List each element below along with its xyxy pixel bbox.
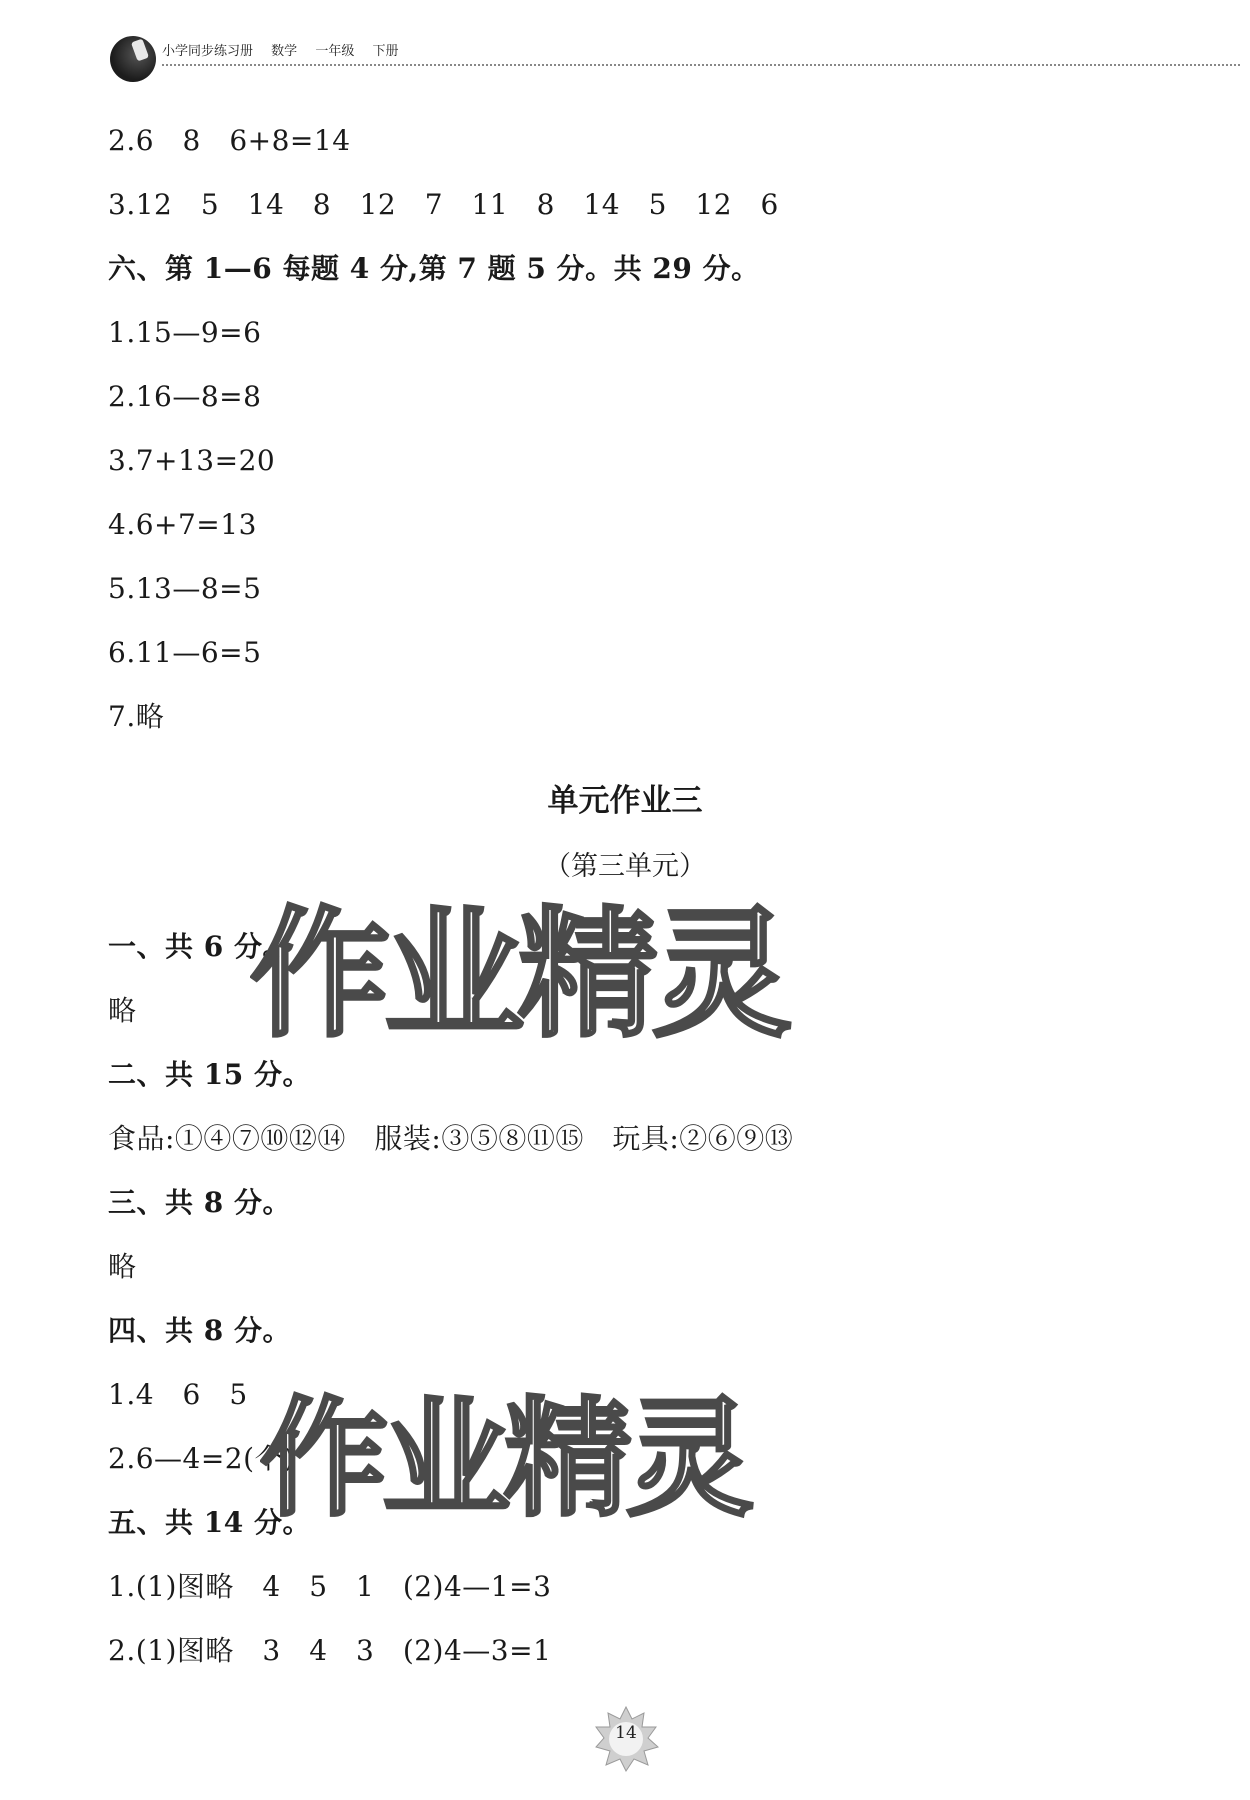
- answer-line: 3.12 5 14 8 12 7 11 8 14 5 12 6: [108, 188, 779, 221]
- svg-text:作业精灵: 作业精灵: [260, 1385, 749, 1525]
- answer-line: 4.6+7=13: [108, 508, 257, 541]
- answer-line: 5.13—8=5: [108, 572, 262, 605]
- section-heading: 五、共 14 分。: [108, 1506, 311, 1539]
- header-title: [162, 40, 412, 59]
- header-book: 小学同步练习册: [162, 44, 254, 59]
- section-heading: 一、共 6 分。: [108, 930, 291, 963]
- book-logo-icon: [110, 36, 156, 82]
- answer-line: 2.6—4=2(个): [108, 1442, 295, 1475]
- answer-line: 3.7+13=20: [108, 444, 276, 477]
- answer-line: 略: [108, 994, 137, 1027]
- section-heading: 六、第 1—6 每题 4 分,第 7 题 5 分。共 29 分。: [108, 252, 760, 285]
- page-header: [110, 36, 1240, 80]
- header-grade: 一年级: [315, 44, 355, 59]
- header-volume: 下册: [372, 44, 399, 59]
- answer-line: 略: [108, 1250, 137, 1283]
- answer-line: 2.6 8 6+8=14: [108, 124, 351, 157]
- page-number: 14: [615, 1723, 637, 1743]
- answer-line: 6.11—6=5: [108, 636, 262, 669]
- answer-line: 食品:①④⑦⑩⑫⑭ 服装:③⑤⑧⑪⑮ 玩具:②⑥⑨⑬: [108, 1122, 794, 1155]
- answer-line: 2.16—8=8: [108, 380, 262, 413]
- section-heading: 四、共 8 分。: [108, 1314, 291, 1347]
- watermark-upper: [250, 895, 810, 1045]
- unit-subtitle: （第三单元）: [544, 851, 706, 882]
- answer-line: 7.略: [108, 700, 165, 733]
- answer-line: 1.15—9=6: [108, 316, 262, 349]
- section-heading: 二、共 15 分。: [108, 1058, 311, 1091]
- answer-line: 1.(1)图略 4 5 1 (2)4—1=3: [108, 1570, 552, 1603]
- watermark-lower: [260, 1385, 780, 1525]
- header-divider: [162, 64, 1240, 66]
- answer-line: 2.(1)图略 3 4 3 (2)4—3=1: [108, 1634, 552, 1667]
- svg-text:作业精灵: 作业精灵: [250, 895, 787, 1045]
- answer-line: 1.4 6 5: [108, 1378, 248, 1411]
- unit-title: 单元作业三: [547, 783, 703, 819]
- section-heading: 三、共 8 分。: [108, 1186, 291, 1219]
- header-subject: 数学: [271, 44, 298, 59]
